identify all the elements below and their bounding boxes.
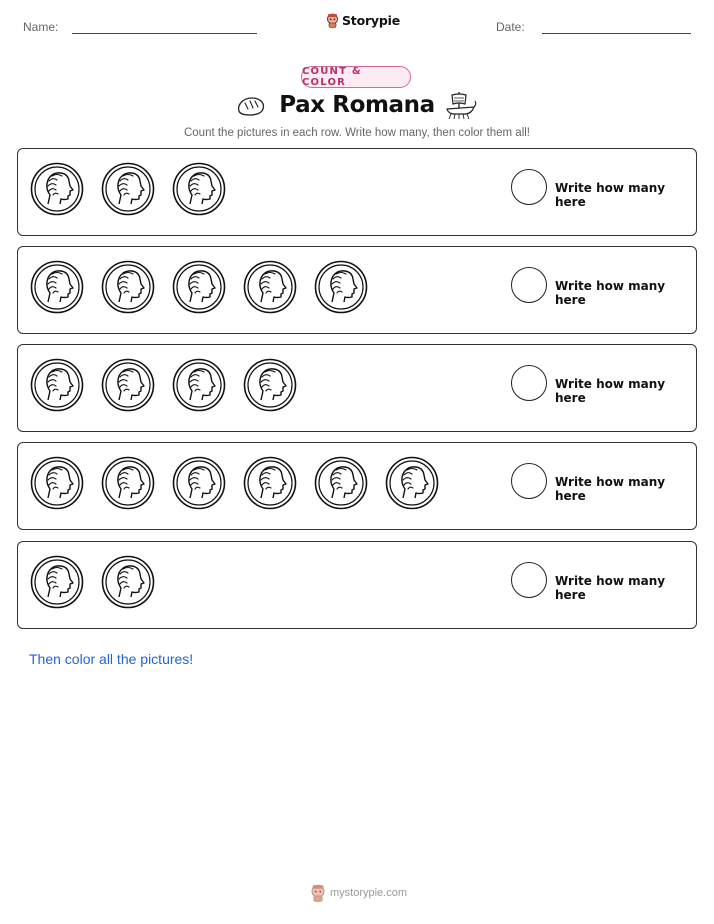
answer-label: Write how many here <box>555 377 666 405</box>
answer-circle[interactable] <box>511 365 547 401</box>
roman-coin-icon <box>314 456 368 510</box>
activity-badge: COUNT & COLOR <box>301 66 411 88</box>
answer-circle[interactable] <box>511 169 547 205</box>
roman-coin-icon <box>101 358 155 412</box>
answer-circle[interactable] <box>511 463 547 499</box>
roman-coin-icon <box>30 456 84 510</box>
coin-group <box>30 358 297 414</box>
footer <box>310 884 407 902</box>
counting-row <box>17 246 697 334</box>
mascot-icon <box>326 13 339 28</box>
counting-row <box>17 541 697 629</box>
counting-row <box>17 344 697 432</box>
roman-coin-icon <box>101 162 155 216</box>
roman-coin-icon <box>30 555 84 609</box>
roman-coin-icon <box>243 456 297 510</box>
roman-coin-icon <box>243 358 297 412</box>
coin-group <box>30 555 155 611</box>
galley-ship-icon <box>444 90 478 120</box>
mascot-icon <box>310 884 326 902</box>
roman-coin-icon <box>101 260 155 314</box>
date-line <box>542 33 691 34</box>
closing-instruction: Then color all the pictures! <box>29 651 194 667</box>
roman-coin-icon <box>30 162 84 216</box>
roman-coin-icon <box>172 456 226 510</box>
counting-row <box>17 148 697 236</box>
page-title: Pax Romana <box>279 92 435 118</box>
roman-coin-icon <box>101 456 155 510</box>
roman-coin-icon <box>385 456 439 510</box>
answer-label: Write how many here <box>555 475 666 503</box>
answer-label: Write how many here <box>555 181 666 209</box>
name-line <box>72 33 257 34</box>
brand-name: Storypie <box>342 13 400 28</box>
roman-coin-icon <box>30 358 84 412</box>
counting-row <box>17 442 697 530</box>
coin-group <box>30 162 226 218</box>
footer-site: mystorypie.com <box>330 887 408 899</box>
storypie-logo <box>326 13 400 28</box>
name-label: Name: <box>23 20 59 34</box>
title-row <box>0 92 714 124</box>
answer-circle[interactable] <box>511 267 547 303</box>
roman-coin-icon <box>172 358 226 412</box>
date-label: Date: <box>496 20 525 34</box>
roman-coin-icon <box>101 555 155 609</box>
roman-coin-icon <box>314 260 368 314</box>
roman-coin-icon <box>243 260 297 314</box>
coin-group <box>30 456 439 512</box>
answer-circle[interactable] <box>511 562 547 598</box>
roman-coin-icon <box>172 260 226 314</box>
answer-label: Write how many here <box>555 574 666 602</box>
instructions: Count the pictures in each row. Write how many, then color them all! <box>183 127 531 139</box>
roman-coin-icon <box>30 260 84 314</box>
roman-coin-icon <box>172 162 226 216</box>
answer-label: Write how many here <box>555 279 666 307</box>
coin-group <box>30 260 368 316</box>
